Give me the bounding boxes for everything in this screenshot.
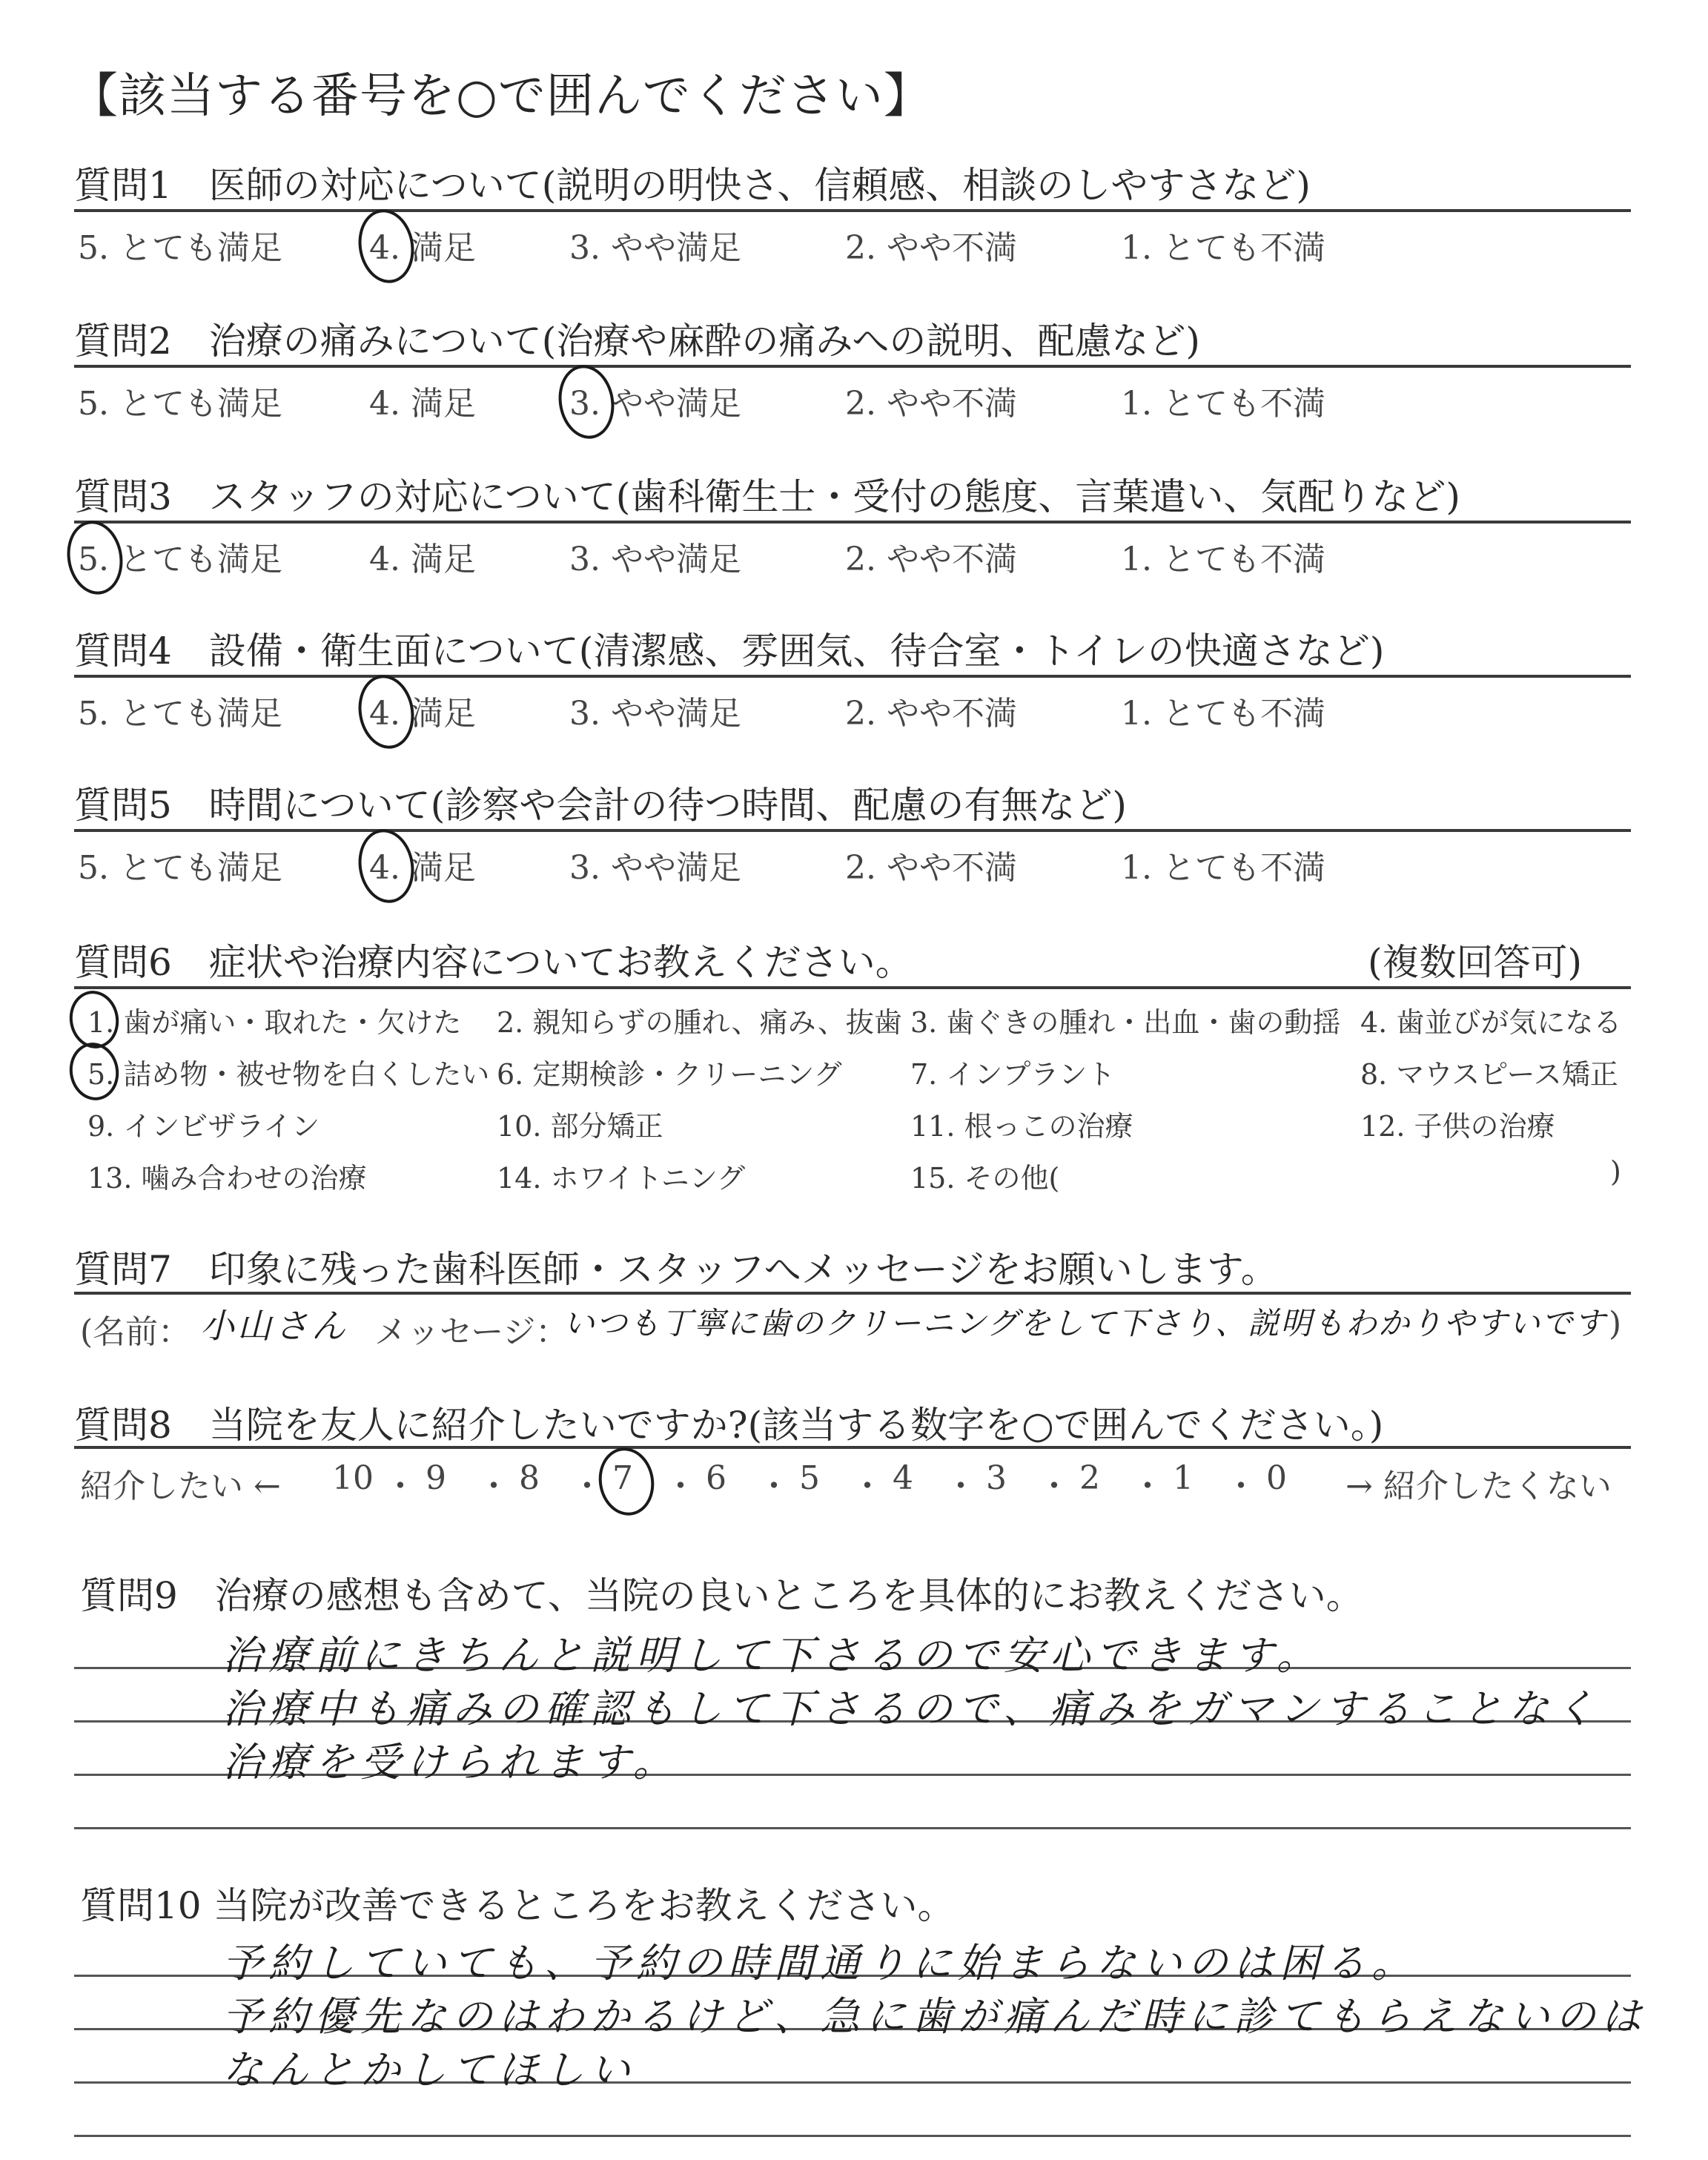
q6-option-4[interactable]: 4. 歯並びが気になる [1360,1006,1622,1039]
q2-rule [74,365,1631,368]
q6-option-7[interactable]: 7. インプラント [910,1058,1116,1091]
q6-selection-circle-5 [65,1039,124,1104]
q8-scale-3[interactable]: 3 [986,1459,1007,1497]
q8-scale-9[interactable]: 9 [426,1459,446,1497]
q6-option-2[interactable]: 2. 親知らずの腫れ、痛み、抜歯 [497,1006,902,1039]
q8-scale-8[interactable]: 8 [519,1459,540,1497]
q5-option-4[interactable]: 4. 満足 [369,849,476,887]
q6-rule [74,986,1631,989]
q6-option-1[interactable]: 1. 歯が痛い・取れた・欠けた [87,1006,462,1039]
q6-option-3[interactable]: 3. 歯ぐきの腫れ・出血・歯の動揺 [910,1006,1341,1039]
q1-title: 質問1 医師の対応について(説明の明快さ、信頼感、相談のしやすさなど) [74,164,1311,207]
q1-option-1[interactable]: 1. とても不満 [1121,229,1325,267]
q6-option-9[interactable]: 9. インビザライン [87,1110,320,1143]
q5-option-3[interactable]: 3. やや満足 [569,849,741,887]
q7-close: ) [1609,1305,1622,1343]
q2-selection-circle [553,360,620,443]
q7-message-value: いつも丁寧に歯のクリーニングをして下さり、説明もわかりやすいです [563,1305,1607,1341]
q5-option-1[interactable]: 1. とても不満 [1121,849,1325,887]
q8-dot: ・ [1131,1467,1164,1505]
q3-rule [74,521,1631,524]
q6-option-5[interactable]: 5. 詰め物・被せ物を白くしたい [87,1058,490,1091]
q7-rule [74,1292,1631,1295]
q3-option-5[interactable]: 5. とても満足 [78,541,282,578]
q8-title: 質問8 当院を友人に紹介したいですか?(該当する数字を○で囲んでください。) [74,1404,1384,1447]
q8-dot: ・ [664,1467,697,1505]
q1-option-5[interactable]: 5. とても満足 [78,229,282,267]
q2-option-1[interactable]: 1. とても不満 [1121,385,1325,423]
q2-option-3[interactable]: 3. やや満足 [569,385,741,423]
q8-scale-5[interactable]: 5 [799,1459,820,1497]
q4-option-2[interactable]: 2. やや不満 [845,695,1017,733]
q8-dot: ・ [758,1467,790,1505]
q8-dot: ・ [384,1467,417,1505]
q6-title: 質問6 症状や治療内容についてお教えください。 [74,941,913,984]
q10-answer-line-1: 予約していても、予約の時間通りに始まらないのは困る。 [222,1940,1417,1986]
q4-option-1[interactable]: 1. とても不満 [1121,695,1325,733]
q7-title: 質問7 印象に残った歯科医師・スタッフへメッセージをお願いします。 [74,1248,1278,1291]
q7-name-label: (名前： [80,1313,191,1351]
q4-option-3[interactable]: 3. やや満足 [569,695,741,733]
q6-note: (複数回答可) [1368,941,1583,984]
q2-option-5[interactable]: 5. とても満足 [78,385,282,423]
q8-right-label: → 紹介したくない [1345,1467,1612,1505]
q6-option-13[interactable]: 13. 噛み合わせの治療 [87,1162,367,1195]
q2-title: 質問2 治療の痛みについて(治療や麻酔の痛みへの説明、配慮など) [74,320,1200,363]
q6-option-12[interactable]: 12. 子供の治療 [1360,1110,1555,1143]
q8-scale-2[interactable]: 2 [1079,1459,1100,1497]
q1-rule [74,209,1631,212]
q1-option-4[interactable]: 4. 満足 [369,229,476,267]
q8-scale-0[interactable]: 0 [1266,1459,1287,1497]
q10-answer-line-2: 予約優先なのはわかるけど、急に歯が痛んだ時に診てもらえないのは [222,1993,1647,2040]
q8-rule [74,1446,1631,1449]
q9-answer-line-3: 治療を受けられます。 [222,1739,679,1786]
q3-option-3[interactable]: 3. やや満足 [569,541,741,578]
q3-option-2[interactable]: 2. やや不満 [845,541,1017,578]
q6-option-11[interactable]: 11. 根っこの治療 [910,1110,1133,1143]
q3-option-4[interactable]: 4. 満足 [369,541,476,578]
q5-option-2[interactable]: 2. やや不満 [845,849,1017,887]
q10-title: 質問10 当院が改善できるところをお教えください。 [80,1884,955,1927]
q9-answer-line-2: 治療中も痛みの確認もして下さるので、痛みをガマンすることなく [222,1685,1601,1732]
q6-option-16[interactable]: ) [1610,1155,1621,1188]
q9-answer-line-1: 治療前にきちんと説明して下さるので安心できます。 [222,1632,1323,1679]
q8-dot: ・ [851,1467,884,1505]
q5-rule [74,829,1631,832]
q1-option-2[interactable]: 2. やや不満 [845,229,1017,267]
q8-dot: ・ [1225,1467,1257,1505]
q4-rule [74,675,1631,678]
q8-left-label: 紹介したい ← [80,1467,281,1505]
q8-dot: ・ [571,1467,603,1505]
q3-option-1[interactable]: 1. とても不満 [1121,541,1325,578]
q3-title: 質問3 スタッフの対応について(歯科衛生士・受付の態度、言葉遣い、気配りなど) [74,475,1460,518]
q6-option-15[interactable]: 15. その他( [910,1162,1060,1195]
q5-selection-circle [353,825,420,907]
q2-option-4[interactable]: 4. 満足 [369,385,476,423]
q10-line-4 [74,2135,1631,2137]
q8-scale-4[interactable]: 4 [893,1459,913,1497]
q3-selection-circle [62,516,128,598]
q8-dot: ・ [944,1467,977,1505]
q6-option-10[interactable]: 10. 部分矯正 [497,1110,663,1143]
q4-title: 質問4 設備・衛生面について(清潔感、雰囲気、待合室・トイレの快適さなど) [74,630,1385,673]
q8-scale-7[interactable]: 7 [612,1459,633,1497]
q9-line-4 [74,1827,1631,1829]
q6-option-14[interactable]: 14. ホワイトニング [497,1162,746,1195]
q7-message-label: メッセージ： [374,1313,569,1351]
q5-option-5[interactable]: 5. とても満足 [78,849,282,887]
q7-name-value: 小山さん [200,1306,348,1346]
q10-answer-line-3: なんとかしてほしい [222,2047,636,2093]
form-header: 【該当する番号を○で囲んでください】 [70,69,932,124]
q9-title: 質問9 治療の感想も含めて、当院の良いところを具体的にお教えください。 [80,1574,1363,1617]
q6-option-8[interactable]: 8. マウスピース矯正 [1360,1058,1618,1091]
q8-dot: ・ [1038,1467,1070,1505]
q8-scale-6[interactable]: 6 [706,1459,726,1497]
q8-scale-10[interactable]: 10 [332,1459,374,1497]
q8-selection-circle [594,1443,660,1519]
q8-dot: ・ [477,1467,510,1505]
q8-scale-1[interactable]: 1 [1173,1459,1194,1497]
q4-selection-circle [353,670,420,753]
q6-option-6[interactable]: 6. 定期検診・クリーニング [497,1058,842,1091]
q4-option-4[interactable]: 4. 満足 [369,695,476,733]
q5-title: 質問5 時間について(診察や会計の待つ時間、配慮の有無など) [74,784,1127,827]
q2-option-2[interactable]: 2. やや不満 [845,385,1017,423]
q4-option-5[interactable]: 5. とても満足 [78,695,282,733]
q1-option-3[interactable]: 3. やや満足 [569,229,741,267]
q1-selection-circle [353,205,420,287]
